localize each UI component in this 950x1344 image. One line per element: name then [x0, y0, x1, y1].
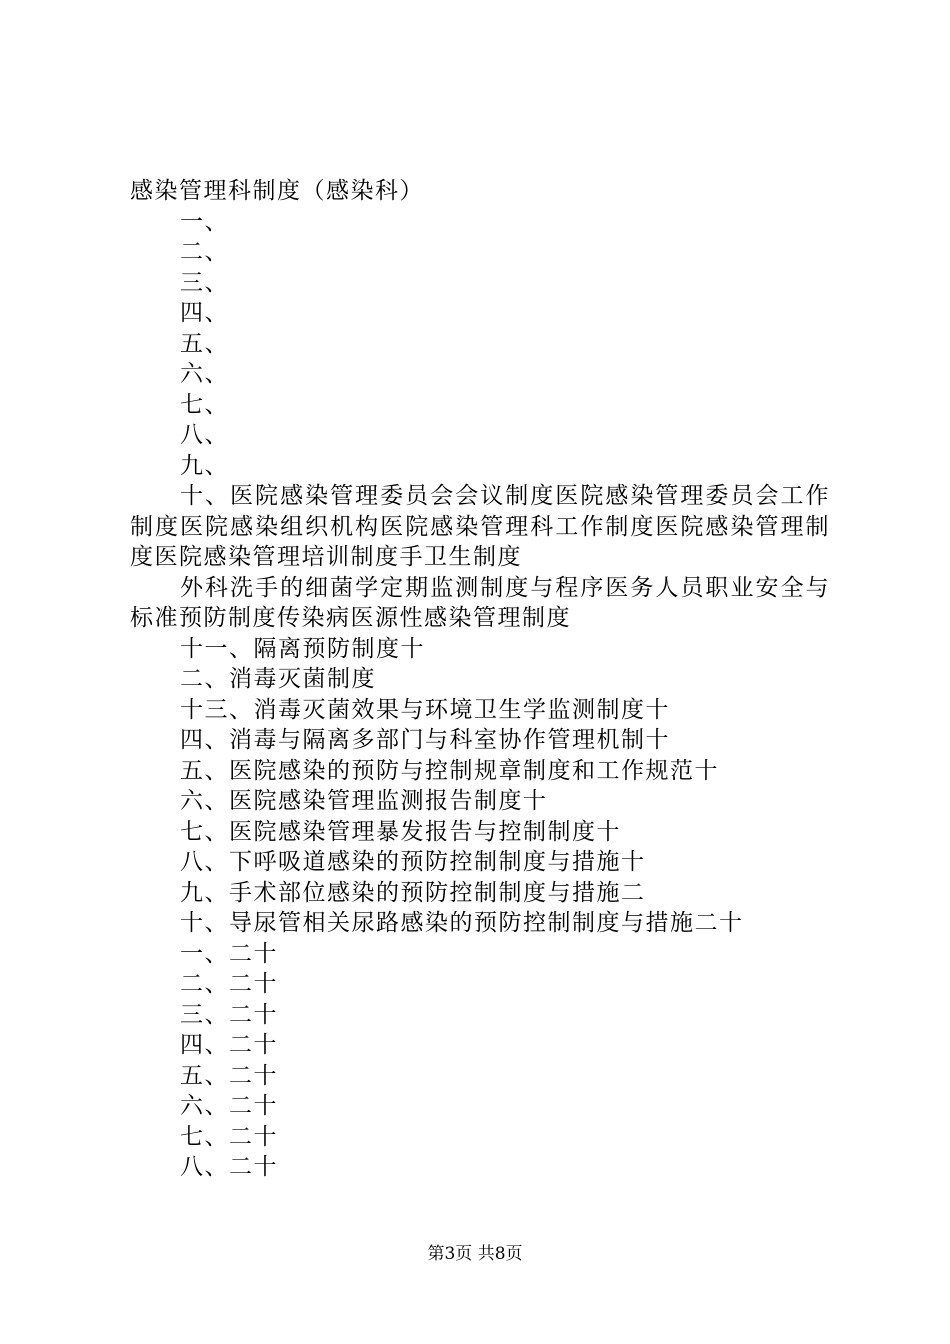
list-item: 二、消毒灭菌制度	[180, 666, 376, 692]
list-item: 九、	[180, 452, 229, 479]
list-item: 二、二十	[180, 971, 278, 997]
list-item: 八、二十	[180, 1154, 278, 1180]
list-item: 三、二十	[180, 1001, 278, 1028]
list-item: 七、二十	[180, 1123, 278, 1150]
list-item: 十三、消毒灭菌效果与环境卫生学监测制度十	[180, 696, 670, 723]
list-item: 八、	[180, 422, 229, 448]
list-item: 五、	[180, 330, 229, 357]
document-title: 感染管理科制度（感染科）	[130, 178, 424, 204]
list-item: 三、	[180, 269, 229, 296]
document-body	[130, 176, 830, 1183]
page-footer: 第3页 共8页	[427, 1244, 523, 1264]
list-item: 六、二十	[180, 1093, 278, 1119]
paragraph: 十、医院感染管理委员会会议制度医院感染管理委员会工作制度医院感染组织机构医院感染管理科工作制度医院感染管理制度医院感染管理培训制度手卫生制度	[130, 483, 830, 570]
list-item: 一、二十	[180, 940, 278, 967]
list-item: 四、	[180, 300, 229, 326]
list-item: 五、二十	[180, 1062, 278, 1089]
list-item: 十、导尿管相关尿路感染的预防控制制度与措施二十	[180, 910, 744, 936]
list-item: 五、医院感染的预防与控制规章制度和工作规范十	[180, 757, 719, 784]
list-item: 四、消毒与隔离多部门与科室协作管理机制十	[180, 727, 670, 753]
list-item: 二、	[180, 239, 229, 265]
list-item: 六、	[180, 361, 229, 387]
paragraph: 外科洗手的细菌学定期监测制度与程序医务人员职业安全与标准预防制度传染病医源性感染管理制度	[130, 574, 830, 631]
list-item: 十一、隔离预防制度十	[180, 635, 425, 662]
list-item: 九、手术部位感染的预防控制制度与措施二	[180, 879, 646, 906]
list-item: 六、医院感染管理监测报告制度十	[180, 788, 548, 814]
list-item: 七、	[180, 391, 229, 418]
list-item: 七、医院感染管理暴发报告与控制制度十	[180, 818, 621, 845]
list-item: 八、下呼吸道感染的预防控制制度与措施十	[180, 849, 646, 875]
list-item: 一、	[180, 208, 229, 235]
list-item: 四、二十	[180, 1032, 278, 1058]
